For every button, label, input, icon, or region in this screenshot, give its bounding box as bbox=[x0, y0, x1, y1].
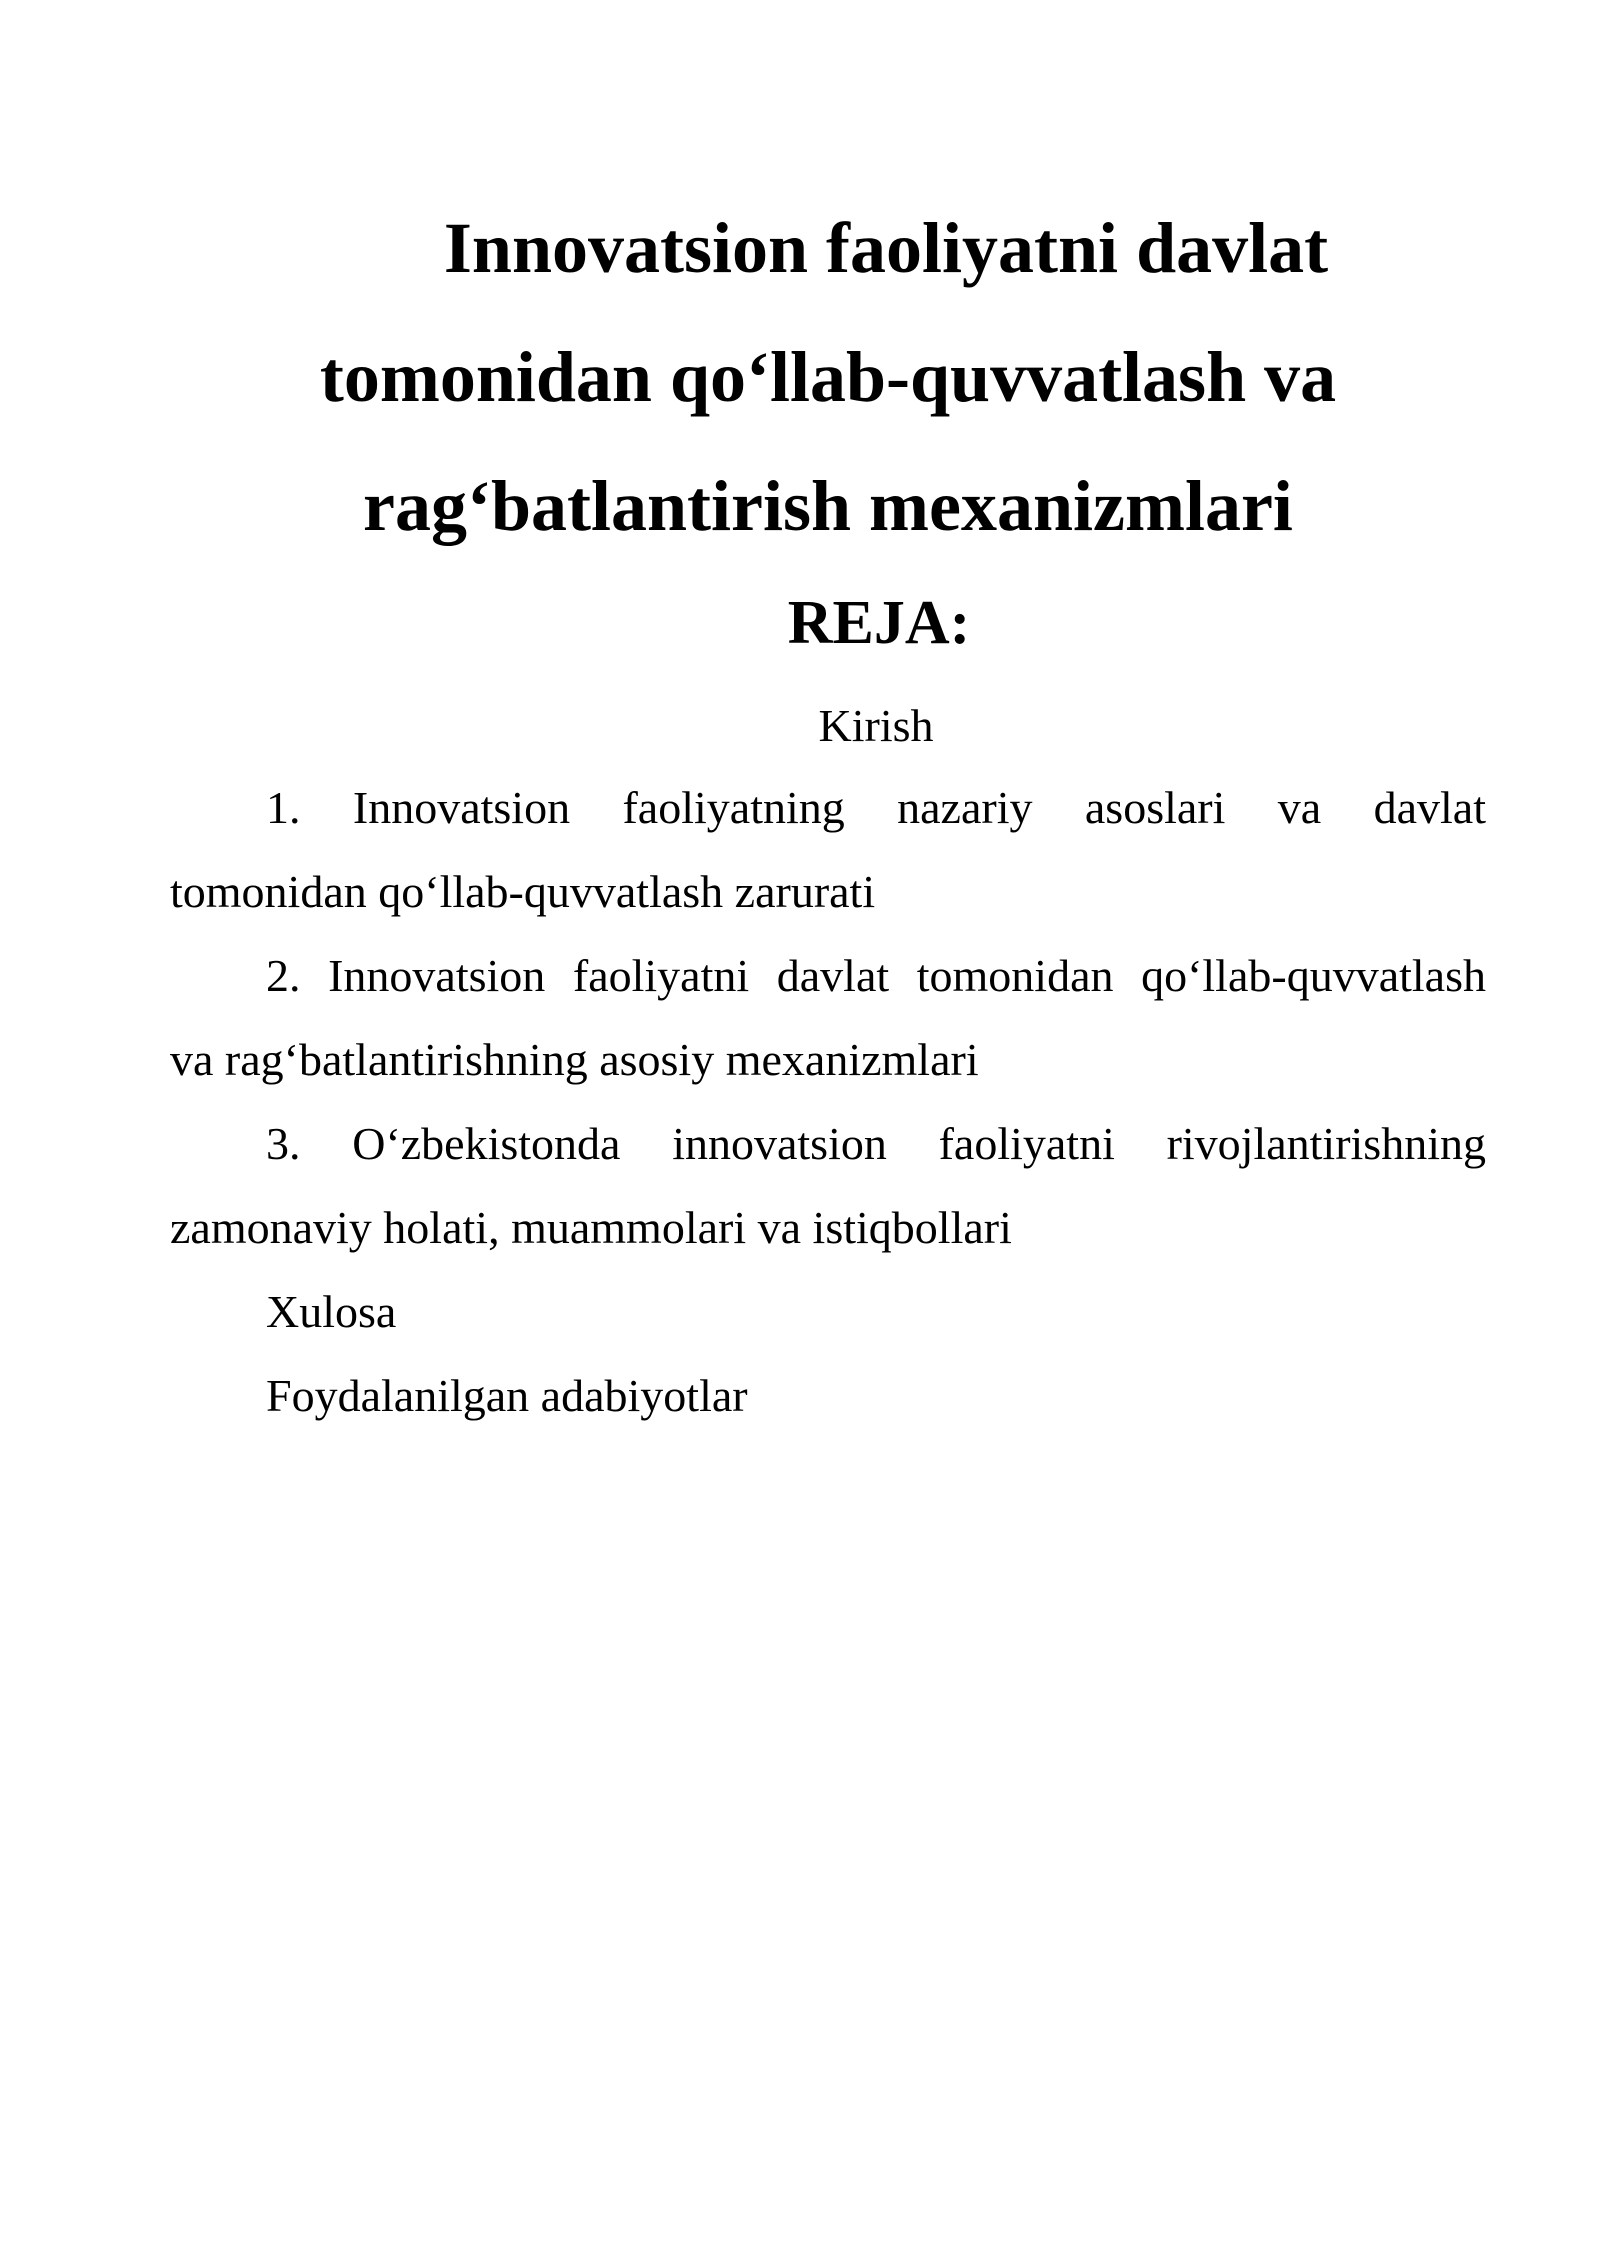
title-line-2: tomonidan qo‘llab-quvvatlash va bbox=[319, 337, 1337, 417]
plan-item-1 bbox=[170, 766, 1486, 934]
plan-list bbox=[170, 766, 1486, 1438]
document-title bbox=[170, 184, 1486, 571]
title-line-1: Innovatsion faoliyatni davlat bbox=[443, 208, 1329, 288]
plan-heading: REJA: bbox=[787, 589, 971, 657]
plan-references: Foydalanilgan adabiyotlar bbox=[266, 1370, 748, 1421]
plan-intro: Kirish bbox=[818, 700, 934, 751]
plan-item-3 bbox=[170, 1102, 1486, 1270]
plan-item-1-line-2: tomonidan qo‘llab-quvvatlash zarurati bbox=[170, 866, 876, 917]
plan-item-2-line-2: va rag‘batlantirishning asosiy mexanizmlari bbox=[170, 1034, 979, 1085]
plan-item-3-line-1: 3. O‘zbekistonda innovatsion faoliyatni rivojlantirishning bbox=[266, 1118, 1486, 1169]
plan-item-2 bbox=[170, 934, 1486, 1102]
plan-item-3-line-2: zamonaviy holati, muammolari va istiqbollari bbox=[170, 1202, 1012, 1253]
plan-item-2-line-1: 2. Innovatsion faoliyatni davlat tomonidan qo‘llab-quvvatlash bbox=[266, 950, 1486, 1001]
plan-conclusion: Xulosa bbox=[266, 1286, 397, 1337]
plan-item-1-line-1: 1. Innovatsion faoliyatning nazariy asoslari va davlat bbox=[266, 782, 1486, 833]
title-line-3: rag‘batlantirish mexanizmlari bbox=[363, 466, 1293, 546]
